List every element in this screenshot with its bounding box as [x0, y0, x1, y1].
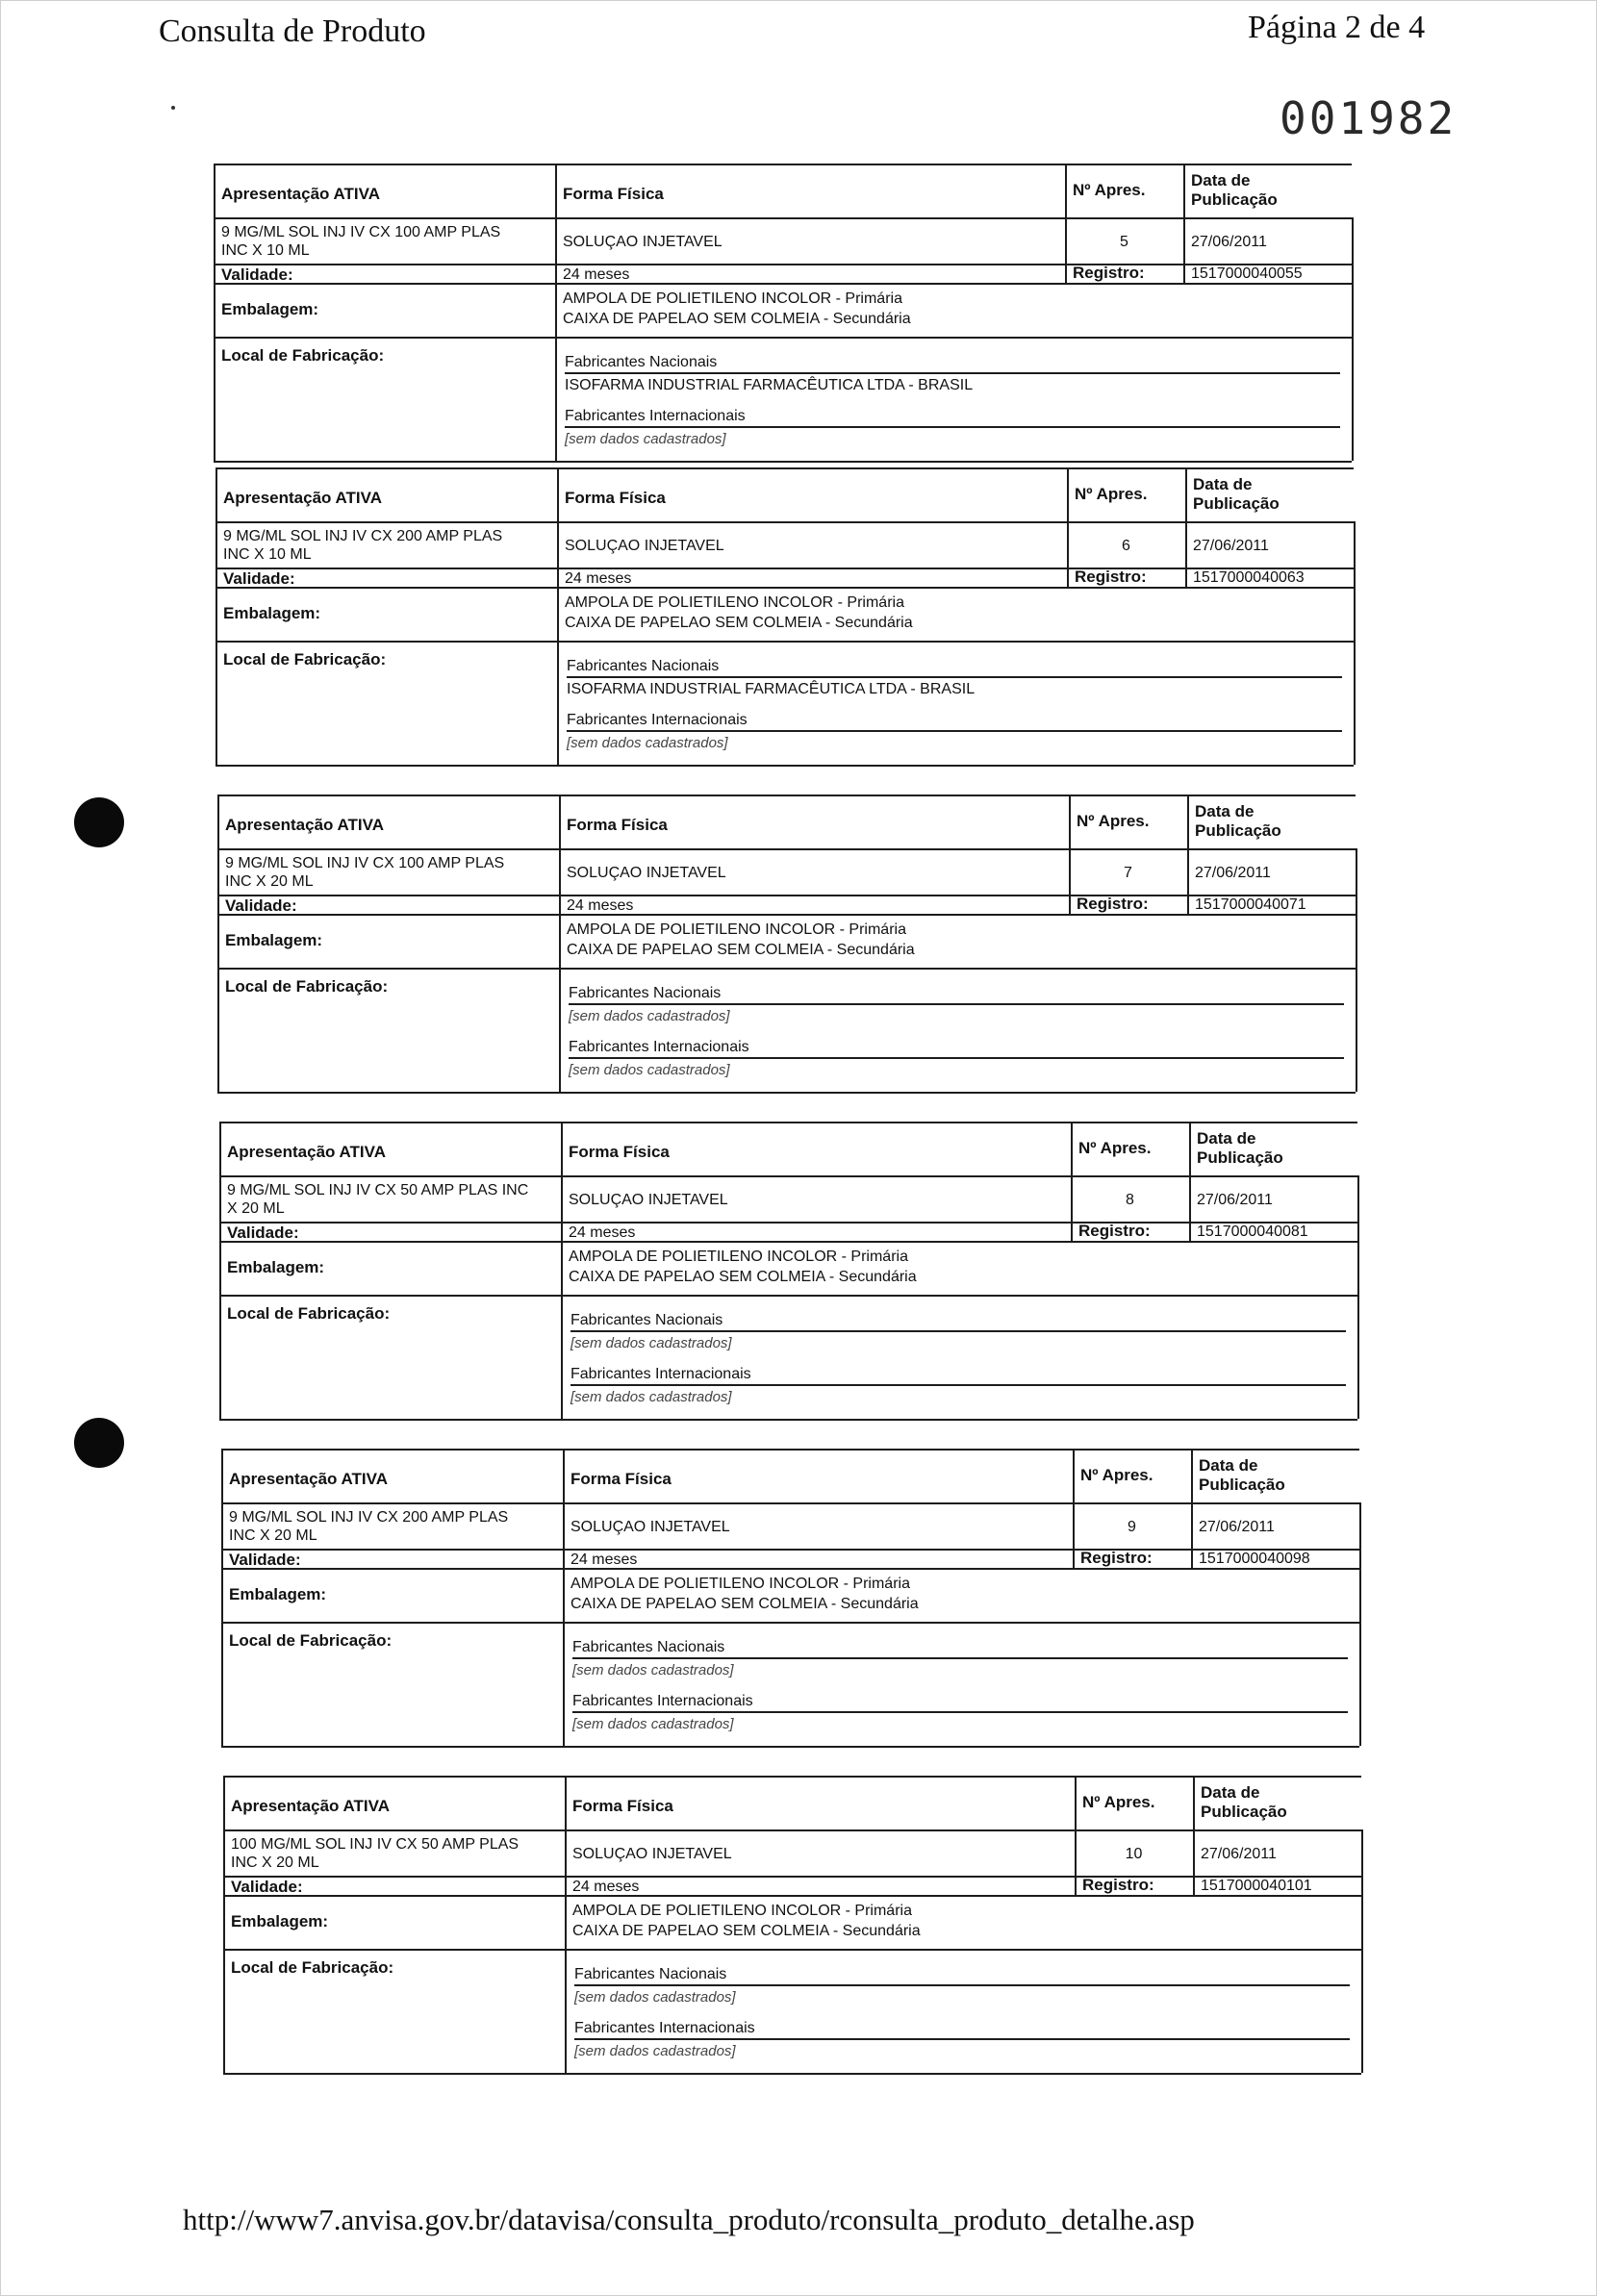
fabricante-internacional-value: [sem dados cadastrados]	[565, 431, 726, 447]
record-row-divider	[219, 1295, 1357, 1297]
record-row-divider	[214, 283, 1352, 285]
record-column-divider	[561, 1122, 563, 1421]
fabricantes-internacionais-rule	[565, 426, 1340, 428]
page-number: Página 2 de 4	[1248, 10, 1426, 45]
n-apres-header: Nº Apres.	[1080, 1466, 1153, 1484]
publicacao-date: 27/06/2011	[1193, 538, 1269, 554]
punch-hole	[74, 1418, 124, 1468]
publicacao-date: 27/06/2011	[1201, 1846, 1277, 1862]
scan-speck	[171, 106, 175, 110]
record-column-divider	[1193, 1776, 1195, 1895]
record-column-divider	[1065, 164, 1067, 283]
embalagem-label: Embalagem:	[225, 931, 323, 949]
record-column-divider	[555, 164, 557, 463]
publicacao-date: 27/06/2011	[1195, 865, 1271, 881]
record-row-divider	[223, 1876, 1361, 1878]
registro-label: Registro:	[1077, 895, 1149, 913]
registro-value: 1517000040101	[1201, 1878, 1312, 1894]
n-apres-value: 9	[1128, 1519, 1136, 1535]
apresentacao-value: 9 MG/ML SOL INJ IV CX 50 AMP PLAS INC	[227, 1182, 529, 1198]
apresentacao-value-cont: INC X 10 ML	[221, 242, 310, 259]
record-bottom-border	[223, 2073, 1361, 2075]
record-column-divider	[563, 1449, 565, 1748]
forma-fisica-value: SOLUÇAO INJETAVEL	[570, 1519, 730, 1535]
record-bottom-border	[215, 765, 1354, 767]
record-left-border	[221, 1449, 223, 1748]
apresentacao-header: Apresentação ATIVA	[225, 816, 385, 834]
record-left-border	[215, 467, 217, 767]
record-top-border	[215, 467, 1354, 469]
fabricante-nacional-value: [sem dados cadastrados]	[569, 1008, 730, 1024]
embalagem-secundaria: CAIXA DE PAPELAO SEM COLMEIA - Secundária	[565, 615, 913, 631]
apresentacao-header: Apresentação ATIVA	[231, 1797, 391, 1815]
forma-fisica-header: Forma Física	[572, 1797, 673, 1815]
apresentacao-header: Apresentação ATIVA	[227, 1143, 387, 1161]
embalagem-label: Embalagem:	[223, 604, 321, 622]
validade-value: 24 meses	[569, 1224, 636, 1241]
record-column-divider	[1187, 795, 1189, 914]
validade-label: Validade:	[223, 569, 295, 588]
record-right-border	[1356, 848, 1357, 1092]
publicacao-header: Publicação	[1199, 1476, 1285, 1494]
embalagem-label: Embalagem:	[227, 1258, 325, 1276]
fabricante-internacional-value: [sem dados cadastrados]	[570, 1389, 732, 1405]
record-header-divider	[221, 1502, 1359, 1504]
apresentacao-value-cont: INC X 20 ML	[225, 873, 314, 890]
fabricantes-internacionais-label: Fabricantes Internacionais	[572, 1693, 753, 1709]
fabricantes-internacionais-rule	[570, 1384, 1346, 1386]
registro-label: Registro:	[1082, 1876, 1154, 1894]
record-left-border	[217, 795, 219, 1094]
n-apres-value: 6	[1122, 538, 1130, 554]
data-de-header: Data de	[1191, 171, 1251, 189]
n-apres-header: Nº Apres.	[1078, 1139, 1152, 1157]
fabricantes-nacionais-label: Fabricantes Nacionais	[574, 1966, 727, 1982]
fabricantes-internacionais-label: Fabricantes Internacionais	[569, 1039, 749, 1055]
publicacao-date: 27/06/2011	[1197, 1192, 1273, 1208]
page-header-title: Consulta de Produto	[159, 13, 426, 49]
publicacao-header: Publicação	[1191, 190, 1278, 209]
record-left-border	[223, 1776, 225, 2075]
record-header-divider	[219, 1175, 1357, 1177]
fabricantes-nacionais-rule	[565, 372, 1340, 374]
record-top-border	[221, 1449, 1359, 1451]
fabricantes-nacionais-rule	[574, 1984, 1350, 1986]
registro-value: 1517000040063	[1193, 569, 1305, 586]
data-de-header: Data de	[1201, 1783, 1260, 1802]
embalagem-label: Embalagem:	[231, 1912, 329, 1930]
record-row-divider	[217, 895, 1356, 896]
publicacao-date: 27/06/2011	[1191, 234, 1267, 250]
record-row-divider	[215, 568, 1354, 569]
publicacao-header: Publicação	[1195, 821, 1281, 840]
embalagem-secundaria: CAIXA DE PAPELAO SEM COLMEIA - Secundária	[567, 942, 915, 958]
fabricante-nacional-value: ISOFARMA INDUSTRIAL FARMACÊUTICA LTDA - BRASIL	[567, 681, 976, 697]
registro-label: Registro:	[1080, 1549, 1153, 1567]
fabricantes-internacionais-rule	[567, 730, 1342, 732]
fabricante-internacional-value: [sem dados cadastrados]	[567, 735, 728, 751]
local-fabricacao-label: Local de Fabricação:	[223, 650, 387, 669]
n-apres-header: Nº Apres.	[1077, 812, 1150, 830]
fabricantes-internacionais-label: Fabricantes Internacionais	[574, 2020, 755, 2036]
registro-value: 1517000040081	[1197, 1224, 1308, 1240]
record-row-divider	[219, 1241, 1357, 1243]
fabricantes-internacionais-rule	[574, 2038, 1350, 2040]
fabricantes-nacionais-rule	[572, 1657, 1348, 1659]
fabricante-nacional-value: [sem dados cadastrados]	[574, 1989, 736, 2006]
data-de-header: Data de	[1197, 1129, 1256, 1148]
validade-label: Validade:	[227, 1224, 299, 1242]
validade-value: 24 meses	[567, 897, 634, 914]
apresentacao-value: 100 MG/ML SOL INJ IV CX 50 AMP PLAS	[231, 1836, 520, 1853]
registro-value: 1517000040055	[1191, 265, 1303, 282]
fabricante-internacional-value: [sem dados cadastrados]	[572, 1716, 734, 1732]
record-header-divider	[217, 848, 1356, 850]
forma-fisica-header: Forma Física	[567, 816, 668, 834]
record-right-border	[1352, 217, 1354, 461]
record-column-divider	[1071, 1122, 1073, 1241]
record-column-divider	[1191, 1449, 1193, 1568]
record-header-divider	[214, 217, 1352, 219]
record-header-divider	[223, 1829, 1361, 1831]
local-fabricacao-label: Local de Fabricação:	[227, 1304, 391, 1323]
record-row-divider	[221, 1622, 1359, 1624]
footer-url[interactable]: http://www7.anvisa.gov.br/datavisa/consulta_produto/rconsulta_produto_detalhe.asp	[183, 2203, 1195, 2236]
embalagem-primaria: AMPOLA DE POLIETILENO INCOLOR - Primária	[567, 921, 906, 938]
record-row-divider	[221, 1549, 1359, 1551]
record-bottom-border	[214, 461, 1352, 463]
fabricantes-internacionais-rule	[572, 1711, 1348, 1713]
record-column-divider	[1067, 467, 1069, 587]
record-bottom-border	[219, 1419, 1357, 1421]
record-left-border	[219, 1122, 221, 1421]
fabricante-nacional-value: ISOFARMA INDUSTRIAL FARMACÊUTICA LTDA - BRASIL	[565, 377, 974, 393]
n-apres-value: 7	[1124, 865, 1132, 881]
fabricantes-nacionais-rule	[569, 1003, 1344, 1005]
apresentacao-value: 9 MG/ML SOL INJ IV CX 200 AMP PLAS	[229, 1509, 509, 1526]
n-apres-header: Nº Apres.	[1073, 181, 1146, 199]
record-right-border	[1354, 521, 1356, 765]
record-bottom-border	[217, 1092, 1356, 1094]
fabricantes-nacionais-label: Fabricantes Nacionais	[567, 658, 720, 674]
fabricante-nacional-value: [sem dados cadastrados]	[570, 1335, 732, 1351]
record-column-divider	[559, 795, 561, 1094]
apresentacao-header: Apresentação ATIVA	[229, 1470, 389, 1488]
forma-fisica-value: SOLUÇAO INJETAVEL	[563, 234, 722, 250]
registro-label: Registro:	[1073, 264, 1145, 282]
embalagem-label: Embalagem:	[229, 1585, 327, 1603]
embalagem-primaria: AMPOLA DE POLIETILENO INCOLOR - Primária	[563, 290, 902, 307]
fabricante-internacional-value: [sem dados cadastrados]	[569, 1062, 730, 1078]
record-top-border	[214, 164, 1352, 165]
fabricantes-internacionais-label: Fabricantes Internacionais	[567, 712, 748, 728]
local-fabricacao-label: Local de Fabricação:	[229, 1631, 393, 1650]
apresentacao-header: Apresentação ATIVA	[223, 489, 383, 507]
embalagem-primaria: AMPOLA DE POLIETILENO INCOLOR - Primária	[569, 1249, 908, 1265]
validade-label: Validade:	[225, 896, 297, 915]
validade-label: Validade:	[221, 265, 293, 284]
publicacao-header: Publicação	[1201, 1803, 1287, 1821]
embalagem-secundaria: CAIXA DE PAPELAO SEM COLMEIA - Secundária	[572, 1923, 921, 1939]
embalagem-label: Embalagem:	[221, 300, 319, 318]
record-row-divider	[219, 1222, 1357, 1224]
forma-fisica-value: SOLUÇAO INJETAVEL	[565, 538, 724, 554]
record-row-divider	[214, 264, 1352, 265]
record-column-divider	[565, 1776, 567, 2075]
record-row-divider	[214, 337, 1352, 339]
fabricantes-nacionais-rule	[570, 1330, 1346, 1332]
record-top-border	[217, 795, 1356, 796]
forma-fisica-header: Forma Física	[563, 185, 664, 203]
record-row-divider	[215, 641, 1354, 643]
record-top-border	[219, 1122, 1357, 1123]
record-right-border	[1361, 1829, 1363, 2073]
validade-value: 24 meses	[572, 1879, 640, 1895]
punch-hole	[74, 797, 124, 847]
record-column-divider	[1075, 1776, 1077, 1895]
record-column-divider	[1189, 1122, 1191, 1241]
apresentacao-value: 9 MG/ML SOL INJ IV CX 100 AMP PLAS	[221, 224, 501, 240]
registro-value: 1517000040071	[1195, 896, 1306, 913]
embalagem-secundaria: CAIXA DE PAPELAO SEM COLMEIA - Secundária	[570, 1596, 919, 1612]
local-fabricacao-label: Local de Fabricação:	[231, 1958, 394, 1977]
data-de-header: Data de	[1193, 475, 1253, 493]
n-apres-header: Nº Apres.	[1075, 485, 1148, 503]
fabricantes-nacionais-rule	[567, 676, 1342, 678]
record-left-border	[214, 164, 215, 463]
forma-fisica-value: SOLUÇAO INJETAVEL	[567, 865, 726, 881]
fabricantes-nacionais-label: Fabricantes Nacionais	[572, 1639, 725, 1655]
apresentacao-value-cont: X 20 ML	[227, 1200, 285, 1217]
record-column-divider	[1069, 795, 1071, 914]
data-de-header: Data de	[1199, 1456, 1258, 1475]
forma-fisica-header: Forma Física	[565, 489, 666, 507]
record-header-divider	[215, 521, 1354, 523]
document-stamp-number: 001982	[1280, 92, 1458, 144]
forma-fisica-value: SOLUÇAO INJETAVEL	[569, 1192, 728, 1208]
record-row-divider	[217, 914, 1356, 916]
embalagem-primaria: AMPOLA DE POLIETILENO INCOLOR - Primária	[572, 1903, 912, 1919]
forma-fisica-header: Forma Física	[569, 1143, 670, 1161]
record-row-divider	[215, 587, 1354, 589]
fabricantes-internacionais-rule	[569, 1057, 1344, 1059]
fabricantes-internacionais-label: Fabricantes Internacionais	[570, 1366, 751, 1382]
fabricantes-nacionais-label: Fabricantes Nacionais	[565, 354, 718, 370]
record-column-divider	[557, 467, 559, 767]
record-row-divider	[217, 968, 1356, 970]
n-apres-value: 10	[1125, 1846, 1143, 1862]
validade-value: 24 meses	[570, 1552, 638, 1568]
record-row-divider	[221, 1568, 1359, 1570]
record-right-border	[1357, 1175, 1359, 1419]
n-apres-value: 5	[1120, 234, 1128, 250]
embalagem-primaria: AMPOLA DE POLIETILENO INCOLOR - Primária	[565, 594, 904, 611]
record-row-divider	[223, 1949, 1361, 1951]
fabricante-internacional-value: [sem dados cadastrados]	[574, 2043, 736, 2059]
registro-label: Registro:	[1078, 1222, 1151, 1240]
embalagem-secundaria: CAIXA DE PAPELAO SEM COLMEIA - Secundária	[563, 311, 911, 327]
registro-label: Registro:	[1075, 568, 1147, 586]
apresentacao-value: 9 MG/ML SOL INJ IV CX 200 AMP PLAS	[223, 528, 503, 544]
validade-value: 24 meses	[565, 570, 632, 587]
fabricantes-nacionais-label: Fabricantes Nacionais	[569, 985, 722, 1001]
fabricante-nacional-value: [sem dados cadastrados]	[572, 1662, 734, 1678]
record-column-divider	[1073, 1449, 1075, 1568]
publicacao-header: Publicação	[1197, 1148, 1283, 1167]
record-row-divider	[223, 1895, 1361, 1897]
local-fabricacao-label: Local de Fabricação:	[225, 977, 389, 996]
validade-value: 24 meses	[563, 266, 630, 283]
record-column-divider	[1183, 164, 1185, 283]
publicacao-header: Publicação	[1193, 494, 1280, 513]
fabricantes-nacionais-label: Fabricantes Nacionais	[570, 1312, 723, 1328]
apresentacao-value-cont: INC X 10 ML	[223, 546, 312, 563]
forma-fisica-value: SOLUÇAO INJETAVEL	[572, 1846, 732, 1862]
record-bottom-border	[221, 1746, 1359, 1748]
embalagem-primaria: AMPOLA DE POLIETILENO INCOLOR - Primária	[570, 1576, 910, 1592]
fabricantes-internacionais-label: Fabricantes Internacionais	[565, 408, 746, 424]
embalagem-secundaria: CAIXA DE PAPELAO SEM COLMEIA - Secundária	[569, 1269, 917, 1285]
forma-fisica-header: Forma Física	[570, 1470, 672, 1488]
apresentacao-value: 9 MG/ML SOL INJ IV CX 100 AMP PLAS	[225, 855, 505, 871]
validade-label: Validade:	[229, 1551, 301, 1569]
apresentacao-value-cont: INC X 20 ML	[229, 1527, 317, 1544]
validade-label: Validade:	[231, 1878, 303, 1896]
apresentacao-value-cont: INC X 20 ML	[231, 1854, 319, 1871]
n-apres-header: Nº Apres.	[1082, 1793, 1155, 1811]
record-column-divider	[1185, 467, 1187, 587]
record-right-border	[1359, 1502, 1361, 1746]
local-fabricacao-label: Local de Fabricação:	[221, 346, 385, 365]
registro-value: 1517000040098	[1199, 1551, 1310, 1567]
n-apres-value: 8	[1126, 1192, 1134, 1208]
publicacao-date: 27/06/2011	[1199, 1519, 1275, 1535]
apresentacao-header: Apresentação ATIVA	[221, 185, 381, 203]
data-de-header: Data de	[1195, 802, 1255, 820]
record-top-border	[223, 1776, 1361, 1778]
